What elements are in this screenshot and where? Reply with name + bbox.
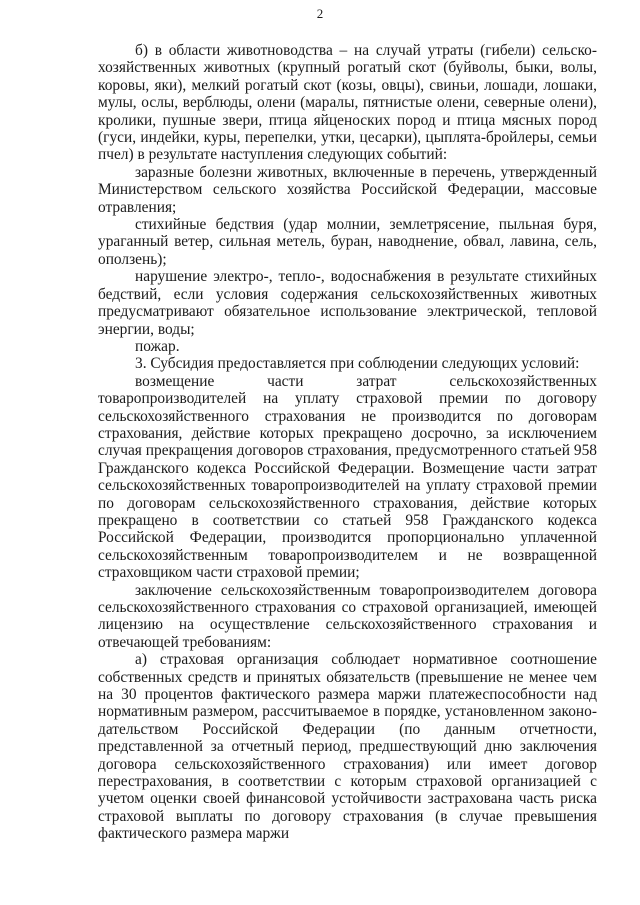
paragraph-solvency-requirement: а) страховая организация соблюдает нормативное соотношение собственных средств и принятых обязательств (превышение не менее чем на 30 процентов фактического размера маржи платежеспособности над нормативным размером, рассчитываемое в порядке, установленном законодательством Российской Федерации (по данным отчетности, представленной за отчетный период, предшествующий дню заключения договора сельскохозяйственного страхования) или имеет договор перестрахования, в соответствии с которым страховой организацией с учетом оценки своей финансовой устойчивости застрахована часть риска страховой выплаты по договору страхования (в случае превышения фактического размера маржи — [98, 651, 597, 843]
paragraph-livestock-scope: б) в области животноводства – на случай утраты (гибели) сельскохозяйственных животных (крупный рогатый скот (буйволы, быки, волы, коровы, яки), мелкий рогатый скот (козы, овцы), свиньи, лошади, лошаки, мулы, ослы, верблюды, олени (маралы, пятнистые олени, северные олени), кролики, пушные звери, птица яйценоских пород и птица мясных пород (гуси, индейки, куры, перепелки, утки, цесарки), цыплята-бройлеры, семьи пчел) в результате наступления следующих событий: — [98, 42, 597, 164]
paragraph-premium-reimbursement: возмещение части затрат сельскохозяйственных товаропроизводителей на уплату страховой премии по договору сельскохозяйственного страхования не производится по договорам страхования, действие которых прекращено досрочно, за исключением случая прекращения договоров страхования, предусмотренного статьей 958 Гражданского кодекса Российской Федерации. Возмещение части затрат сельскохозяйственных товаропроизводителей на уплату страховой премии по договорам сельскохозяйственного страхования, действие которых прекращено в соответствии со статьей 958 Гражданского кодекса Российской Федерации, производится пропорционально уплаченной сельскохозяйственным товаропроизводителем и не возвращенной страховщиком части страховой премии; — [98, 372, 597, 582]
page-number: 2 — [316, 6, 324, 21]
paragraph-utility-disruption: нарушение электро-, тепло-, водоснабжения в результате стихийных бедствий, если условия содержания сельскохозяйственных животных предусматривают обязательное использование электрической, тепловой энергии, воды; — [98, 268, 597, 338]
paragraph-natural-disasters: стихийные бедствия (удар молнии, землетрясение, пыльная буря, ураганный ветер, сильная метель, буран, наводнение, обвал, лавина, сель, оползень); — [98, 216, 597, 268]
paragraph-contagious-diseases: заразные болезни животных, включенные в перечень, утвержденный Министерством сельского хозяйства Российской Федерации, массовые отравления; — [98, 163, 597, 216]
paragraph-section-3-heading: 3. Субсидия предоставляется при соблюдении следующих условий: — [135, 355, 580, 373]
paragraph-fire: пожар. — [135, 337, 180, 355]
paragraph-insurance-contract: заключение сельскохозяйственным товаропроизводителем договора сельскохозяйственного страхования со страховой организацией, имеющей лицензию на осуществление сельскохозяйственного страхования и отвечающей требованиям: — [98, 581, 597, 651]
document-body — [98, 42, 597, 843]
